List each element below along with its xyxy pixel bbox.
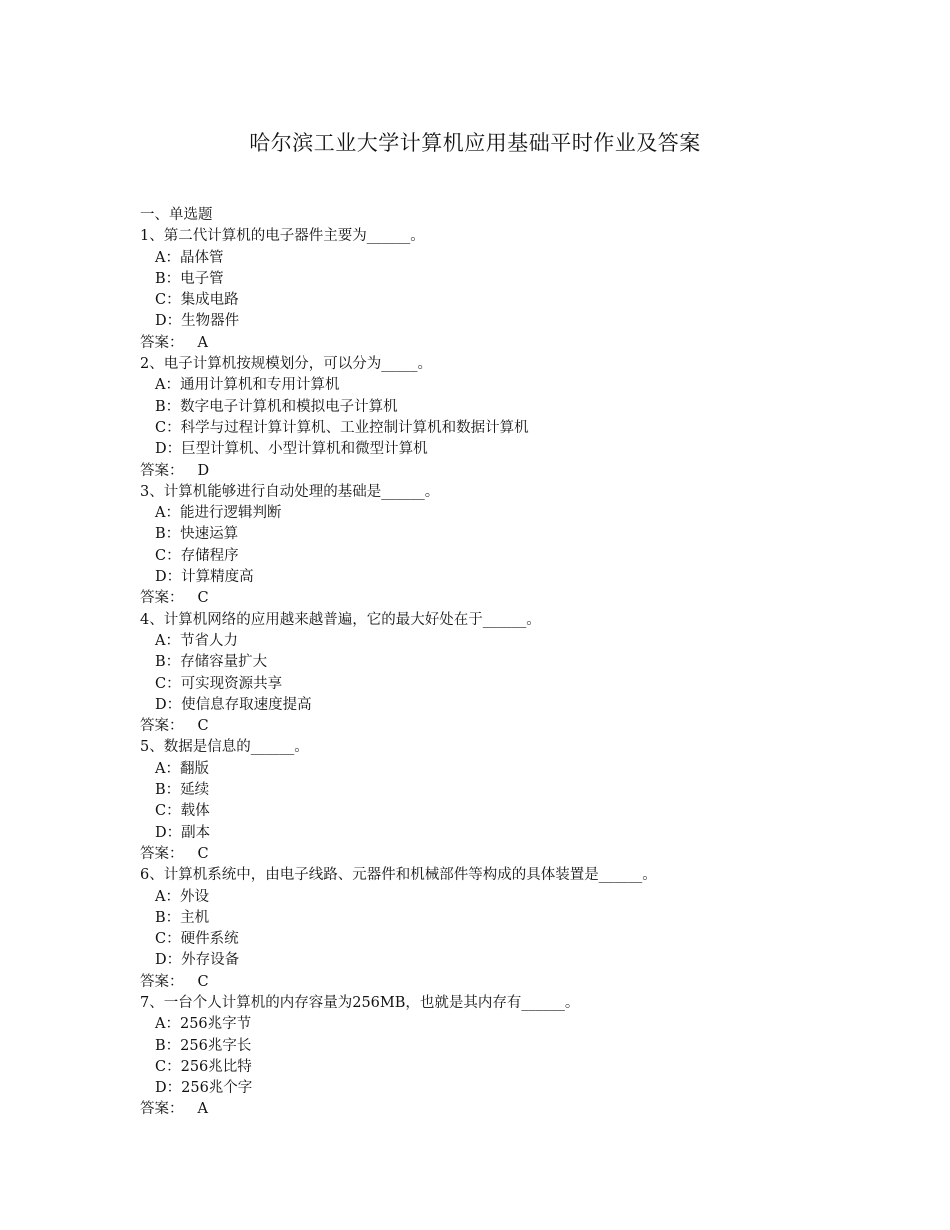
question-block [140, 610, 840, 738]
option-a: A：节省人力 [155, 632, 238, 649]
question-stem: 7、一台个人计算机的内存容量为256MB，也就是其内存有______。 [140, 994, 580, 1011]
option-b: B：电子管 [155, 270, 224, 287]
answer-line [140, 461, 840, 482]
option-d: D：巨型计算机、小型计算机和微型计算机 [155, 441, 428, 458]
question-block [140, 482, 840, 610]
option-c: C：存储程序 [155, 547, 239, 564]
option-d: D：生物器件 [155, 313, 240, 330]
question-block [140, 865, 840, 993]
question-stem: 3、计算机能够进行自动处理的基础是______。 [140, 483, 440, 500]
option-b: B：存储容量扩大 [155, 654, 268, 671]
answer-value: C [197, 973, 209, 990]
answer-label: 答案： [140, 718, 184, 735]
option-a: A：外设 [155, 888, 209, 905]
option-a: A：通用计算机和专用计算机 [155, 377, 340, 394]
option-b: B：延续 [155, 782, 210, 799]
option-a: A：翻版 [155, 760, 209, 777]
answer-line [140, 716, 840, 737]
answer-value: A [197, 1101, 208, 1118]
answer-value: D [197, 462, 210, 479]
question-block [140, 226, 840, 354]
answer-line [140, 844, 840, 865]
option-d: D：256兆个字 [155, 1080, 253, 1097]
option-d: D：计算精度高 [155, 569, 254, 586]
option-c: C：载体 [155, 803, 210, 820]
option-b: B：快速运算 [155, 526, 239, 543]
question-block [140, 993, 840, 1121]
answer-label: 答案： [140, 1101, 184, 1118]
option-c: C：集成电路 [155, 292, 239, 309]
option-a: A：能进行逻辑判断 [155, 505, 282, 522]
answer-value: C [197, 845, 209, 862]
answer-value: C [197, 718, 209, 735]
answer-line [140, 1099, 840, 1120]
question-stem: 2、电子计算机按规模划分，可以分为_____。 [140, 356, 432, 373]
answer-line [140, 588, 840, 609]
answer-label: 答案： [140, 590, 184, 607]
option-b: B：主机 [155, 909, 210, 926]
option-c: C：硬件系统 [155, 931, 239, 948]
option-b: B：数字电子计算机和模拟电子计算机 [155, 398, 398, 415]
answer-value: C [197, 590, 209, 607]
answer-value: A [197, 334, 208, 351]
answer-label: 答案： [140, 462, 184, 479]
section-heading: 一、单选题 [140, 207, 213, 223]
option-b: B：256兆字长 [155, 1037, 252, 1054]
option-c: C：科学与过程计算计算机、工业控制计算机和数据计算机 [155, 419, 529, 436]
option-d: D：副本 [155, 824, 211, 841]
answer-label: 答案： [140, 845, 184, 862]
answer-label: 答案： [140, 334, 184, 351]
question-stem: 6、计算机系统中，由电子线路、元器件和机械部件等构成的具体装置是______。 [140, 867, 657, 884]
question-stem: 5、数据是信息的______。 [140, 739, 309, 756]
option-a: A：晶体管 [155, 249, 224, 266]
option-d: D：外存设备 [155, 952, 240, 969]
document-title: 哈尔滨工业大学计算机应用基础平时作业及答案 [249, 131, 701, 155]
question-stem: 1、第二代计算机的电子器件主要为______。 [140, 228, 425, 245]
option-c: C：256兆比特 [155, 1058, 252, 1075]
answer-line [140, 972, 840, 993]
document-body [140, 205, 840, 1121]
question-stem: 4、计算机网络的应用越来越普遍，它的最大好处在于______。 [140, 611, 541, 628]
question-block [140, 737, 840, 865]
option-a: A：256兆字节 [155, 1016, 252, 1033]
question-block [140, 354, 840, 482]
option-c: C：可实现资源共享 [155, 675, 283, 692]
option-d: D：使信息存取速度提高 [155, 696, 312, 713]
answer-line [140, 333, 840, 354]
answer-label: 答案： [140, 973, 184, 990]
